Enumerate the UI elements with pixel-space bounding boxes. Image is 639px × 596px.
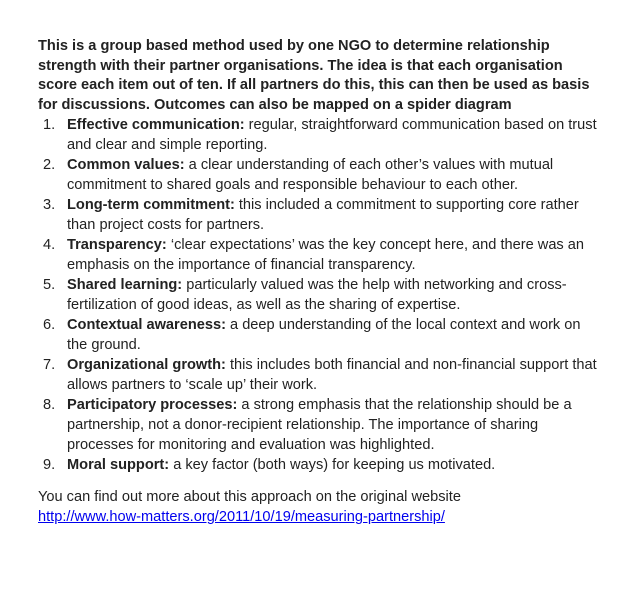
item-term: Effective communication:	[67, 117, 245, 134]
list-item	[38, 235, 598, 275]
list-item	[38, 275, 598, 315]
website-link[interactable]: http://www.how-matters.org/2011/10/19/measuring-partnership/	[38, 509, 445, 526]
item-body	[67, 115, 598, 155]
list-item	[38, 155, 598, 195]
item-number: 1.	[43, 117, 56, 134]
item-text: ‘clear expectations’ was the key concept here, and there was an emphasis on the importance of financial transparency.	[67, 237, 585, 274]
item-term: Contextual awareness:	[67, 317, 226, 334]
item-term: Organizational growth:	[67, 357, 226, 374]
item-number: 8.	[43, 397, 56, 414]
item-body	[67, 315, 598, 355]
list-item	[38, 115, 598, 155]
item-number: 5.	[43, 277, 56, 294]
item-text: particularly valued was the help with networking and cross-fertilization of good ideas, as well as the sharing of expertise.	[67, 277, 567, 314]
item-term: Shared learning:	[67, 277, 183, 294]
item-body	[67, 395, 598, 455]
item-body	[67, 455, 598, 475]
item-number: 3.	[43, 197, 56, 214]
item-text: regular, straightforward communication based on trust and clear and simple reporting.	[67, 117, 597, 154]
document	[38, 37, 598, 527]
item-term: Participatory processes:	[67, 397, 238, 414]
item-number: 4.	[43, 237, 56, 254]
item-text: a strong emphasis that the relationship should be a partnership, not a donor-recipient relationship. The importance of sharing processes for monitoring and evaluation was highlighted.	[67, 397, 572, 454]
item-term: Moral support:	[67, 457, 170, 474]
item-text: this included a commitment to supporting core rather than project costs for partners.	[67, 197, 579, 234]
item-number: 9.	[43, 457, 56, 474]
item-text: a clear understanding of each other’s values with mutual commitment to shared goals and responsible behaviour to each other.	[67, 157, 554, 194]
item-term: Transparency:	[67, 237, 167, 254]
item-body	[67, 235, 598, 275]
item-number: 6.	[43, 317, 56, 334]
footer-text: You can find out more about this approach on the original website	[38, 489, 461, 506]
item-number: 7.	[43, 357, 56, 374]
item-term: Long-term commitment:	[67, 197, 235, 214]
list-item	[38, 195, 598, 235]
list-item	[38, 355, 598, 395]
list-item	[38, 315, 598, 355]
item-text: this includes both financial and non-financial support that allows partners to ‘scale up’ their work.	[67, 357, 597, 394]
item-number: 2.	[43, 157, 56, 174]
item-body	[67, 355, 598, 395]
item-text: a key factor (both ways) for keeping us motivated.	[169, 457, 496, 474]
footer	[38, 487, 598, 527]
criteria-list	[38, 115, 598, 475]
intro-paragraph: This is a group based method used by one NGO to determine relationship strength with their partner organisations. The idea is that each organisation score each item out of ten. If all partners do this, this can then be used as basis for discussions. Outcomes can also be mapped on a spider diagram	[38, 38, 590, 113]
item-body	[67, 195, 598, 235]
item-text: a deep understanding of the local context and work on the ground.	[67, 317, 581, 354]
item-term: Common values:	[67, 157, 185, 174]
list-item	[38, 395, 598, 455]
list-item	[38, 455, 598, 475]
item-body	[67, 275, 598, 315]
item-body	[67, 155, 598, 195]
